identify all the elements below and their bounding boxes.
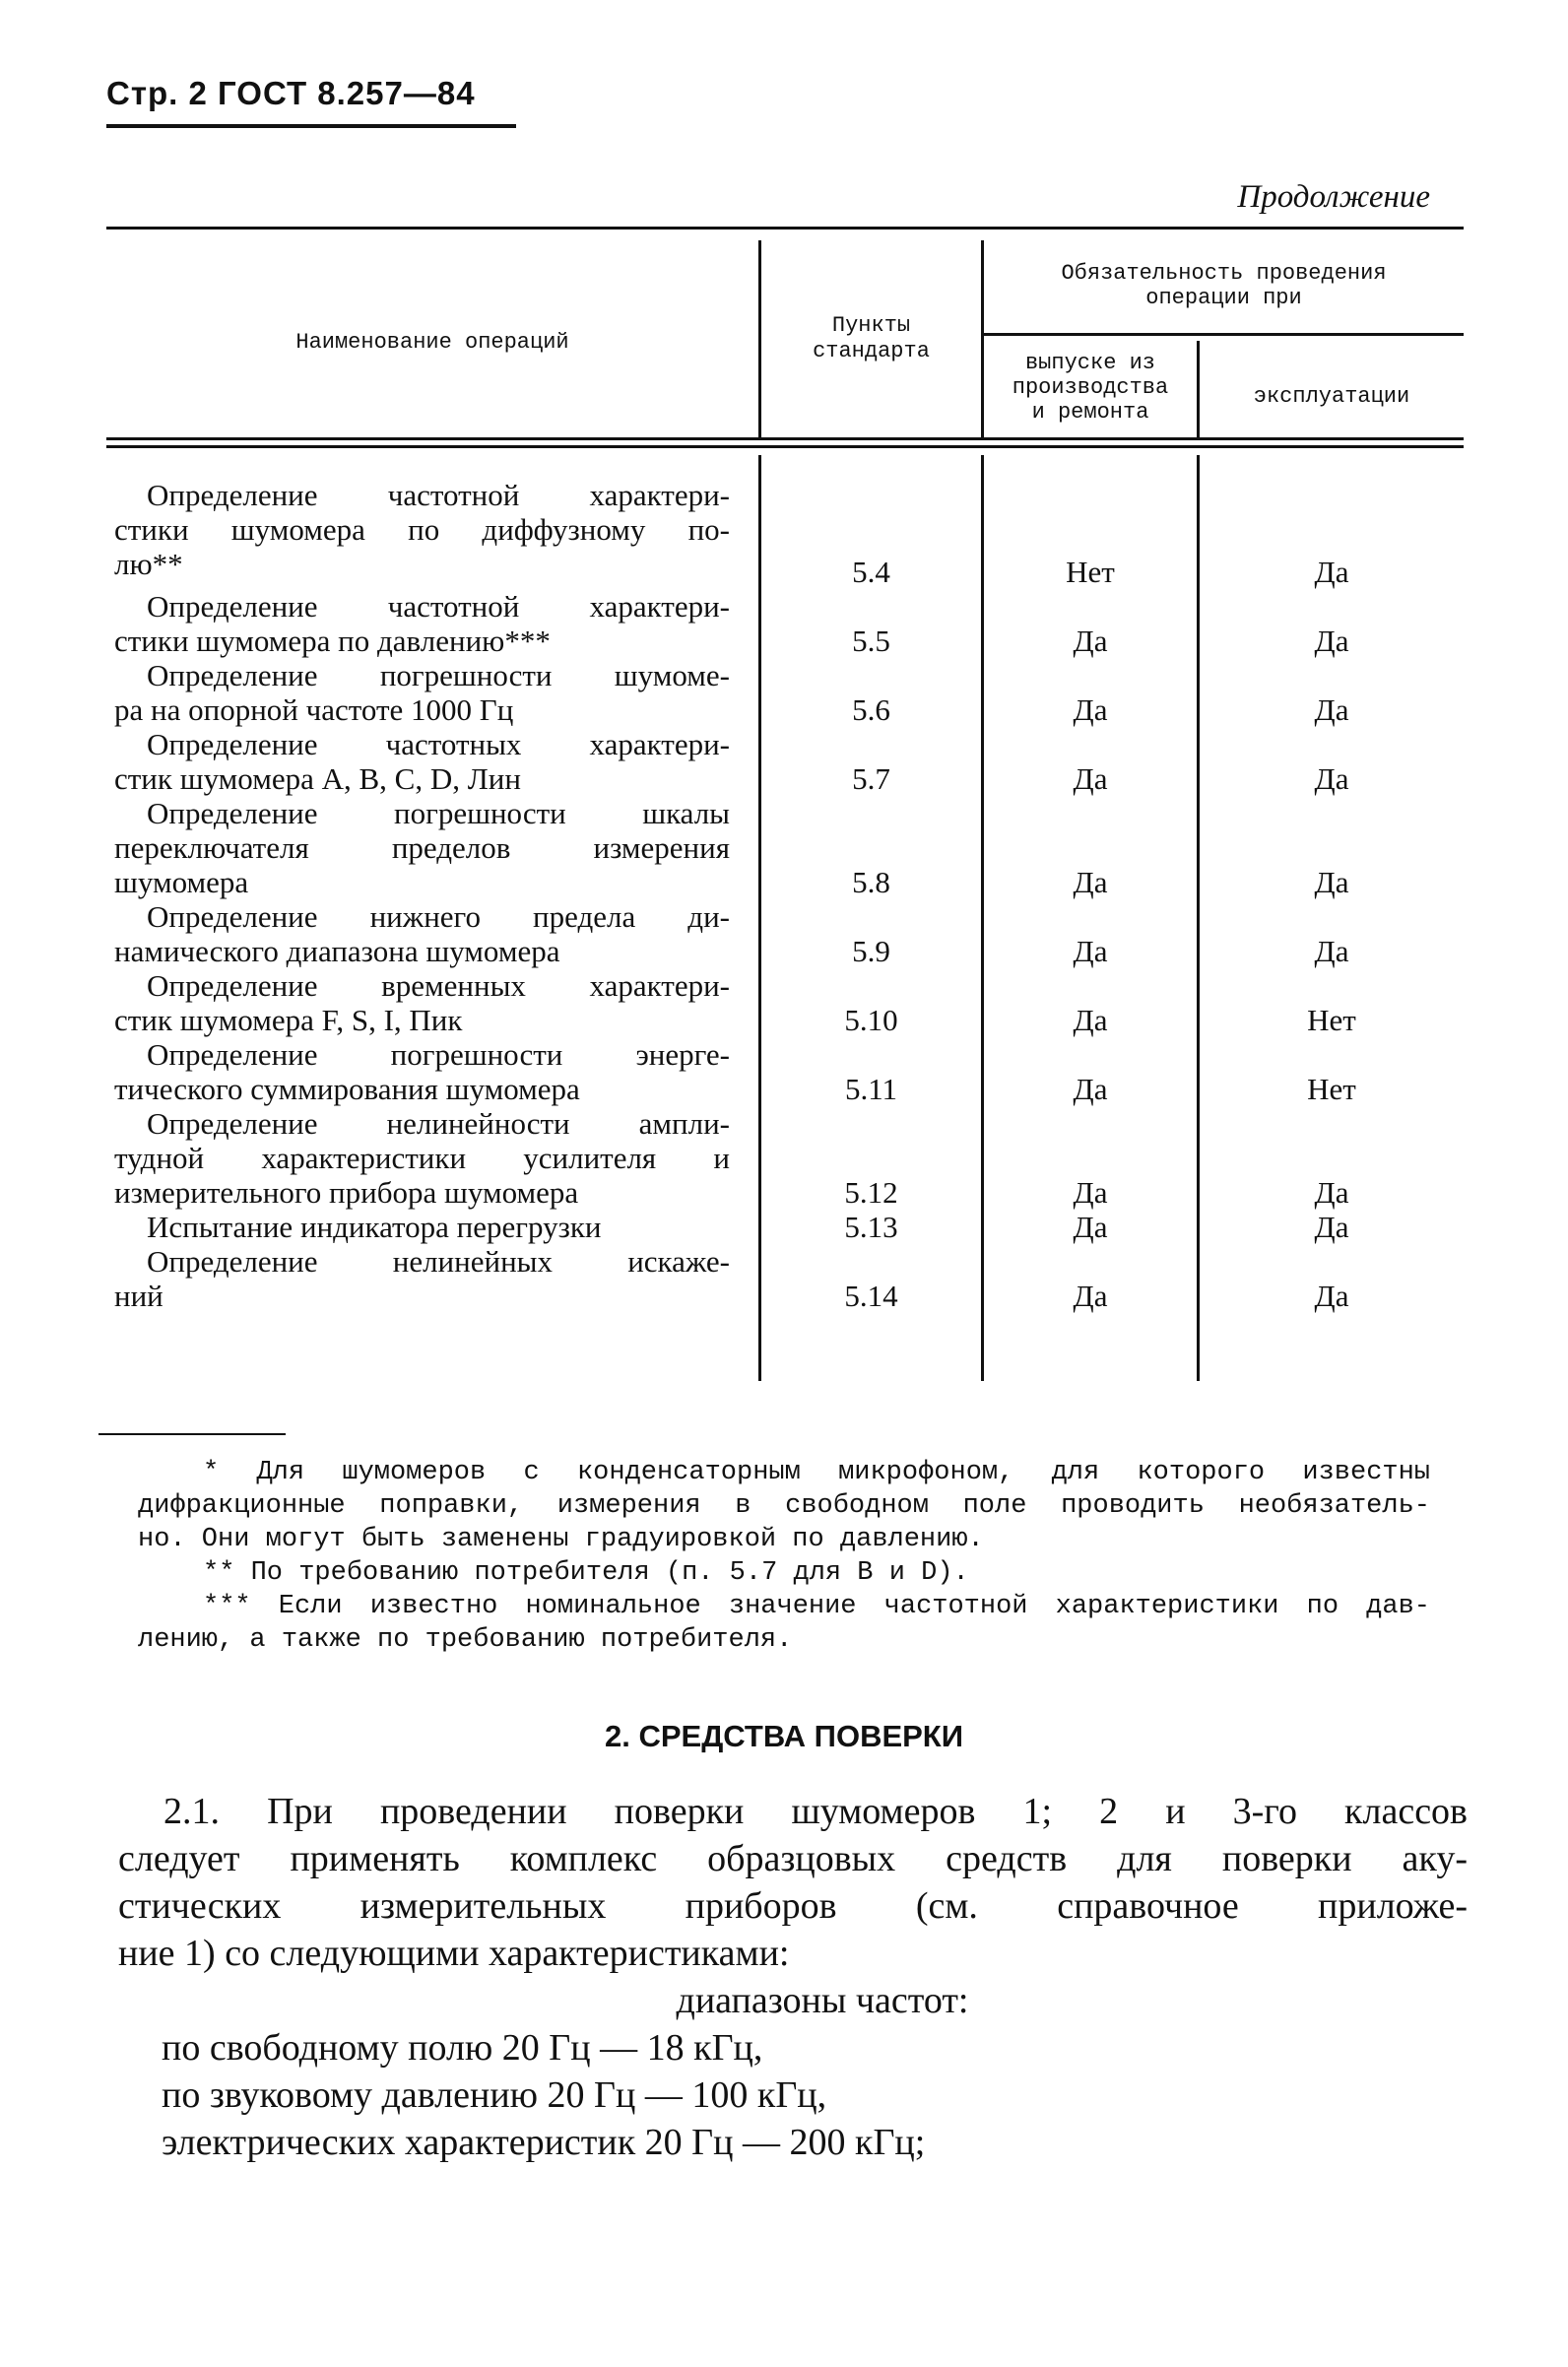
table-row-name: Определение погрешности энерге- тического суммирования шумомера <box>114 1037 730 1106</box>
row-clause: 5.14 <box>844 1279 898 1313</box>
row-release: Да <box>1073 1279 1108 1313</box>
row-use: Да <box>1314 1175 1349 1210</box>
subheading: диапазоны частот: <box>676 1980 969 2021</box>
row-release: Да <box>1073 1210 1108 1244</box>
row-release: Да <box>1073 761 1108 796</box>
header-clause-line2: стандарта <box>813 339 930 363</box>
paragraph-line: ние 1) со следующими характеристиками: <box>118 1933 790 1974</box>
row-use: Да <box>1314 1279 1349 1313</box>
table-header-rule-2 <box>106 445 1464 448</box>
row-use: Да <box>1314 555 1349 589</box>
row-clause: 5.6 <box>852 692 890 727</box>
row-use: Да <box>1314 865 1349 899</box>
table-header-rule-1 <box>106 437 1464 440</box>
table-row-name: Определение погрешности шумоме- ра на опорной частоте 1000 Гц <box>114 658 730 727</box>
paragraph-line: следует применять комплекс образцовых средств для поверки аку- <box>118 1838 1468 1879</box>
table-row-name: Определение нелинейности ампли- тудной характеристики усилителя и измерительного прибора шумомера <box>114 1106 730 1210</box>
header-operation-use: эксплуатации <box>1253 384 1410 409</box>
row-release: Нет <box>1066 555 1115 589</box>
row-use: Да <box>1314 761 1349 796</box>
row-release: Да <box>1073 624 1108 658</box>
table-row-name: Определение частотной характери- стики шумомера по давлению*** <box>114 589 730 658</box>
paragraph-line: 2.1. При проведении поверки шумомеров 1; 2 и 3-го классов <box>163 1791 1468 1832</box>
list-item: по звуковому давлению 20 Гц — 100 кГц, <box>162 2074 827 2116</box>
header-clause-line1: Пункты <box>831 313 911 338</box>
header-obligation-line2: операции при <box>1145 286 1302 310</box>
continuation-label: Продолжение <box>1237 179 1430 215</box>
section-title: 2. СРЕДСТВА ПОВЕРКИ <box>604 1719 964 1753</box>
header-rule <box>106 124 516 128</box>
header-operation: Наименование операций <box>295 330 569 355</box>
list-item: по свободному полю 20 Гц — 18 кГц, <box>162 2027 763 2069</box>
header-release-line2: производства <box>1012 375 1169 400</box>
obligation-divider <box>983 333 1464 336</box>
footnotes <box>138 1456 1430 1657</box>
row-release: Да <box>1073 692 1108 727</box>
row-clause: 5.10 <box>844 1003 898 1037</box>
row-release: Да <box>1073 1003 1108 1037</box>
footnote-line: дифракционные поправки, измерения в свободном поле проводить необязатель- <box>138 1491 1430 1521</box>
row-clause: 5.13 <box>844 1210 898 1244</box>
table-row-name: Определение временных характери- стик шумомера F, S, I, Пик <box>114 968 730 1037</box>
table-row-name: Определение нижнего предела ди- намического диапазона шумомера <box>114 899 730 968</box>
footnote-line: ** По требованию потребителя (п. 5.7 для B и D). <box>203 1558 969 1588</box>
row-use: Нет <box>1307 1003 1356 1037</box>
row-clause: 5.8 <box>852 865 890 899</box>
row-use: Да <box>1314 1210 1349 1244</box>
list-item: электрических характеристик 20 Гц — 200 кГц; <box>162 2122 926 2163</box>
row-release: Да <box>1073 934 1108 968</box>
footnote-line: но. Они могут быть заменены градуировкой по давлению. <box>138 1525 984 1554</box>
footnote-line: *** Если известно номинальное значение частотной характеристики по дав- <box>203 1592 1430 1621</box>
row-use: Да <box>1314 692 1349 727</box>
row-clause: 5.5 <box>852 624 890 658</box>
header-release-line3: и ремонта <box>1031 400 1149 425</box>
row-release: Да <box>1073 1175 1108 1210</box>
row-use: Нет <box>1307 1072 1356 1106</box>
page-header: Стр. 2 ГОСТ 8.257—84 <box>106 75 476 111</box>
row-release: Да <box>1073 1072 1108 1106</box>
row-clause: 5.7 <box>852 761 890 796</box>
footnote-line: * Для шумомеров с конденсаторным микрофоном, для которого известны <box>203 1458 1430 1487</box>
row-clause: 5.4 <box>852 555 890 589</box>
header-obligation-line1: Обязательность проведения <box>1061 261 1387 286</box>
footnote-line: лению, а также по требованию потребителя. <box>138 1625 793 1655</box>
section-body <box>118 1788 1468 2166</box>
row-use: Да <box>1314 934 1349 968</box>
footnote-rule <box>98 1433 286 1435</box>
table-row-name: Определение частотных характери- стик шумомера A, B, C, D, Лин <box>114 727 730 796</box>
row-clause: 5.9 <box>852 934 890 968</box>
table-row-name: Определение погрешности шкалы переключателя пределов измерения шумомера <box>114 796 730 899</box>
row-use: Да <box>1314 624 1349 658</box>
table-row-name: Испытание индикатора перегрузки <box>147 1210 602 1244</box>
row-clause: 5.12 <box>844 1175 898 1210</box>
header-release-line1: выпуске из <box>1024 351 1156 375</box>
paragraph-line: стических измерительных приборов (см. справочное приложе- <box>118 1885 1468 1927</box>
row-release: Да <box>1073 865 1108 899</box>
row-clause: 5.11 <box>844 1072 898 1106</box>
table-top-rule <box>106 227 1464 230</box>
table-row-name: Определение частотной характери- стики шумомера по диффузному по- лю** <box>114 478 730 581</box>
table-row-name: Определение нелинейных искаже- ний <box>114 1244 730 1313</box>
